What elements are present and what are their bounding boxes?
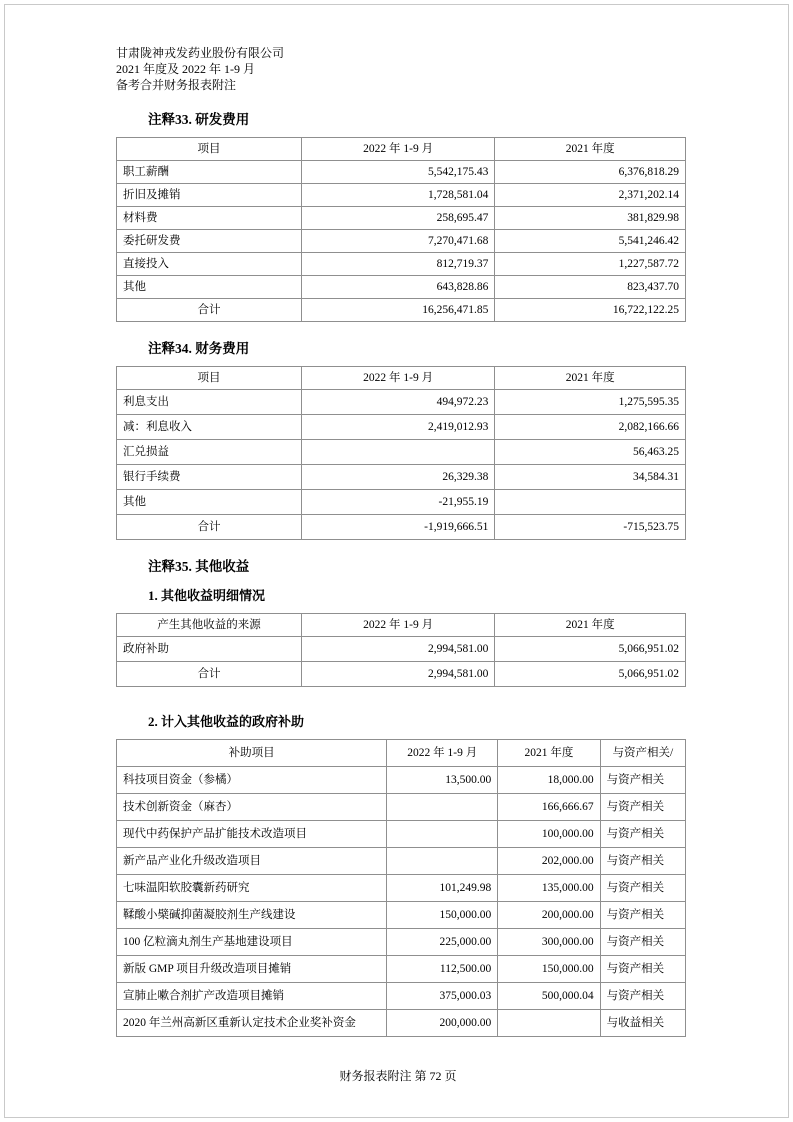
cell-value: 1,227,587.72	[495, 253, 686, 276]
cell-value: 与资产相关	[600, 902, 685, 929]
cell-value: 100,000.00	[498, 821, 600, 848]
header-row	[117, 367, 686, 390]
row-label: 政府补助	[117, 637, 302, 662]
cell-value: 与资产相关	[600, 848, 685, 875]
cell-value: 16,256,471.85	[301, 299, 494, 322]
note35-sub2-title: 2. 计入其他收益的政府补助	[148, 714, 305, 729]
cell-value: 1,728,581.04	[301, 184, 494, 207]
note35-title: 注释35. 其他收益	[148, 559, 250, 574]
row-label: 其他	[117, 490, 302, 515]
table-row	[117, 1010, 686, 1037]
cell-value: 812,719.37	[301, 253, 494, 276]
header-row	[117, 740, 686, 767]
cell-value: 1,275,595.35	[495, 390, 686, 415]
cell-value: 5,066,951.02	[495, 662, 686, 687]
table-row	[117, 276, 686, 299]
cell-value: 200,000.00	[387, 1010, 498, 1037]
report-title: 备考合并财务报表附注	[116, 78, 237, 92]
cell-value: 5,542,175.43	[301, 161, 494, 184]
cell-value	[387, 821, 498, 848]
cell-value: -1,919,666.51	[301, 515, 494, 540]
cell-value: 34,584.31	[495, 465, 686, 490]
cell-value: 5,066,951.02	[495, 637, 686, 662]
column-header: 2022 年 1-9 月	[301, 367, 494, 390]
row-label: 新产品产业化升级改造项目	[117, 848, 387, 875]
cell-value	[498, 1010, 600, 1037]
report-period: 2021 年度及 2022 年 1-9 月	[116, 62, 255, 76]
column-header: 2022 年 1-9 月	[301, 138, 494, 161]
cell-value: 2,419,012.93	[301, 415, 494, 440]
column-header: 项目	[117, 367, 302, 390]
table-row	[117, 929, 686, 956]
column-header: 产生其他收益的来源	[117, 614, 302, 637]
column-header: 2022 年 1-9 月	[301, 614, 494, 637]
column-header: 项目	[117, 138, 302, 161]
column-header: 2021 年度	[495, 138, 686, 161]
row-label: 直接投入	[117, 253, 302, 276]
cell-value: 135,000.00	[498, 875, 600, 902]
row-label: 宣肺止嗽合剂扩产改造项目摊销	[117, 983, 387, 1010]
table-row	[117, 794, 686, 821]
cell-value	[387, 794, 498, 821]
cell-value: 与资产相关	[600, 983, 685, 1010]
row-label: 新版 GMP 项目升级改造项目摊销	[117, 956, 387, 983]
cell-value: 与资产相关	[600, 956, 685, 983]
cell-value: -21,955.19	[301, 490, 494, 515]
cell-value: 56,463.25	[495, 440, 686, 465]
column-header: 2022 年 1-9 月	[387, 740, 498, 767]
cell-value: 500,000.04	[498, 983, 600, 1010]
note35-other-income-table	[116, 613, 686, 687]
table-row	[117, 983, 686, 1010]
cell-value: 150,000.00	[498, 956, 600, 983]
column-header: 补助项目	[117, 740, 387, 767]
cell-value: 381,829.98	[495, 207, 686, 230]
cell-value: 与资产相关	[600, 875, 685, 902]
row-label: 鞣酸小檗碱抑菌凝胶剂生产线建设	[117, 902, 387, 929]
table-row	[117, 440, 686, 465]
table-row	[117, 902, 686, 929]
table-row	[117, 253, 686, 276]
row-label: 职工薪酬	[117, 161, 302, 184]
cell-value: 200,000.00	[498, 902, 600, 929]
cell-value: 258,695.47	[301, 207, 494, 230]
cell-value: 2,994,581.00	[301, 637, 494, 662]
document-header	[116, 45, 680, 93]
section-note34	[116, 337, 680, 540]
cell-value: 150,000.00	[387, 902, 498, 929]
cell-value	[301, 440, 494, 465]
cell-value: 与资产相关	[600, 767, 685, 794]
row-label: 现代中药保护产品扩能技术改造项目	[117, 821, 387, 848]
row-label: 技术创新资金（麻杏）	[117, 794, 387, 821]
row-label: 七味温阳软胶囊新药研究	[117, 875, 387, 902]
row-label: 2020 年兰州高新区重新认定技术企业奖补资金	[117, 1010, 387, 1037]
header-row	[117, 138, 686, 161]
row-label: 合计	[117, 662, 302, 687]
cell-value: 225,000.00	[387, 929, 498, 956]
row-label: 合计	[117, 299, 302, 322]
column-header: 2021 年度	[498, 740, 600, 767]
table-row	[117, 956, 686, 983]
cell-value	[495, 490, 686, 515]
cell-value: 6,376,818.29	[495, 161, 686, 184]
cell-value: 与资产相关	[600, 929, 685, 956]
table-row	[117, 637, 686, 662]
cell-value: 101,249.98	[387, 875, 498, 902]
table-row	[117, 767, 686, 794]
row-label: 合计	[117, 515, 302, 540]
cell-value: 与资产相关	[600, 794, 685, 821]
table-row	[117, 299, 686, 322]
cell-value: 2,371,202.14	[495, 184, 686, 207]
table-row	[117, 875, 686, 902]
cell-value: 18,000.00	[498, 767, 600, 794]
column-header: 2021 年度	[495, 614, 686, 637]
row-label: 银行手续费	[117, 465, 302, 490]
table-row	[117, 390, 686, 415]
column-header: 2021 年度	[495, 367, 686, 390]
row-label: 科技项目资金（参橘）	[117, 767, 387, 794]
table-row	[117, 821, 686, 848]
table-row	[117, 415, 686, 440]
row-label: 减：利息收入	[117, 415, 302, 440]
cell-value: 166,666.67	[498, 794, 600, 821]
row-label: 利息支出	[117, 390, 302, 415]
table-row	[117, 515, 686, 540]
note33-rd-expense-table	[116, 137, 686, 322]
cell-value: 2,082,166.66	[495, 415, 686, 440]
row-label: 100 亿粒滴丸剂生产基地建设项目	[117, 929, 387, 956]
section-note33	[116, 108, 680, 322]
row-label: 折旧及摊销	[117, 184, 302, 207]
cell-value: 26,329.38	[301, 465, 494, 490]
table-row	[117, 184, 686, 207]
note35-sub1-title: 1. 其他收益明细情况	[148, 588, 266, 603]
cell-value: 16,722,122.25	[495, 299, 686, 322]
company-name: 甘肃陇神戎发药业股份有限公司	[116, 46, 285, 60]
table-row	[117, 465, 686, 490]
column-header: 与资产相关/	[600, 740, 685, 767]
row-label: 其他	[117, 276, 302, 299]
cell-value: 643,828.86	[301, 276, 494, 299]
cell-value	[387, 848, 498, 875]
cell-value: 823,437.70	[495, 276, 686, 299]
cell-value: 494,972.23	[301, 390, 494, 415]
cell-value: -715,523.75	[495, 515, 686, 540]
header-row	[117, 614, 686, 637]
table-row	[117, 490, 686, 515]
cell-value: 7,270,471.68	[301, 230, 494, 253]
cell-value: 112,500.00	[387, 956, 498, 983]
note35-gov-subsidy-table	[116, 739, 686, 1037]
table-row	[117, 161, 686, 184]
row-label: 委托研发费	[117, 230, 302, 253]
table-row	[117, 230, 686, 253]
cell-value: 13,500.00	[387, 767, 498, 794]
cell-value: 375,000.03	[387, 983, 498, 1010]
table-row	[117, 662, 686, 687]
document-page	[4, 4, 789, 1118]
cell-value: 与收益相关	[600, 1010, 685, 1037]
note33-title: 注释33. 研发费用	[148, 112, 250, 127]
table-row	[117, 848, 686, 875]
cell-value: 5,541,246.42	[495, 230, 686, 253]
table-row	[117, 207, 686, 230]
cell-value: 202,000.00	[498, 848, 600, 875]
row-label: 材料费	[117, 207, 302, 230]
row-label: 汇兑损益	[117, 440, 302, 465]
section-note35	[116, 555, 680, 1037]
cell-value: 与资产相关	[600, 821, 685, 848]
cell-value: 300,000.00	[498, 929, 600, 956]
cell-value: 2,994,581.00	[301, 662, 494, 687]
note34-title: 注释34. 财务费用	[148, 341, 250, 356]
page-footer: 财务报表附注 第 72 页	[339, 1069, 457, 1083]
note34-financial-expense-table	[116, 366, 686, 540]
